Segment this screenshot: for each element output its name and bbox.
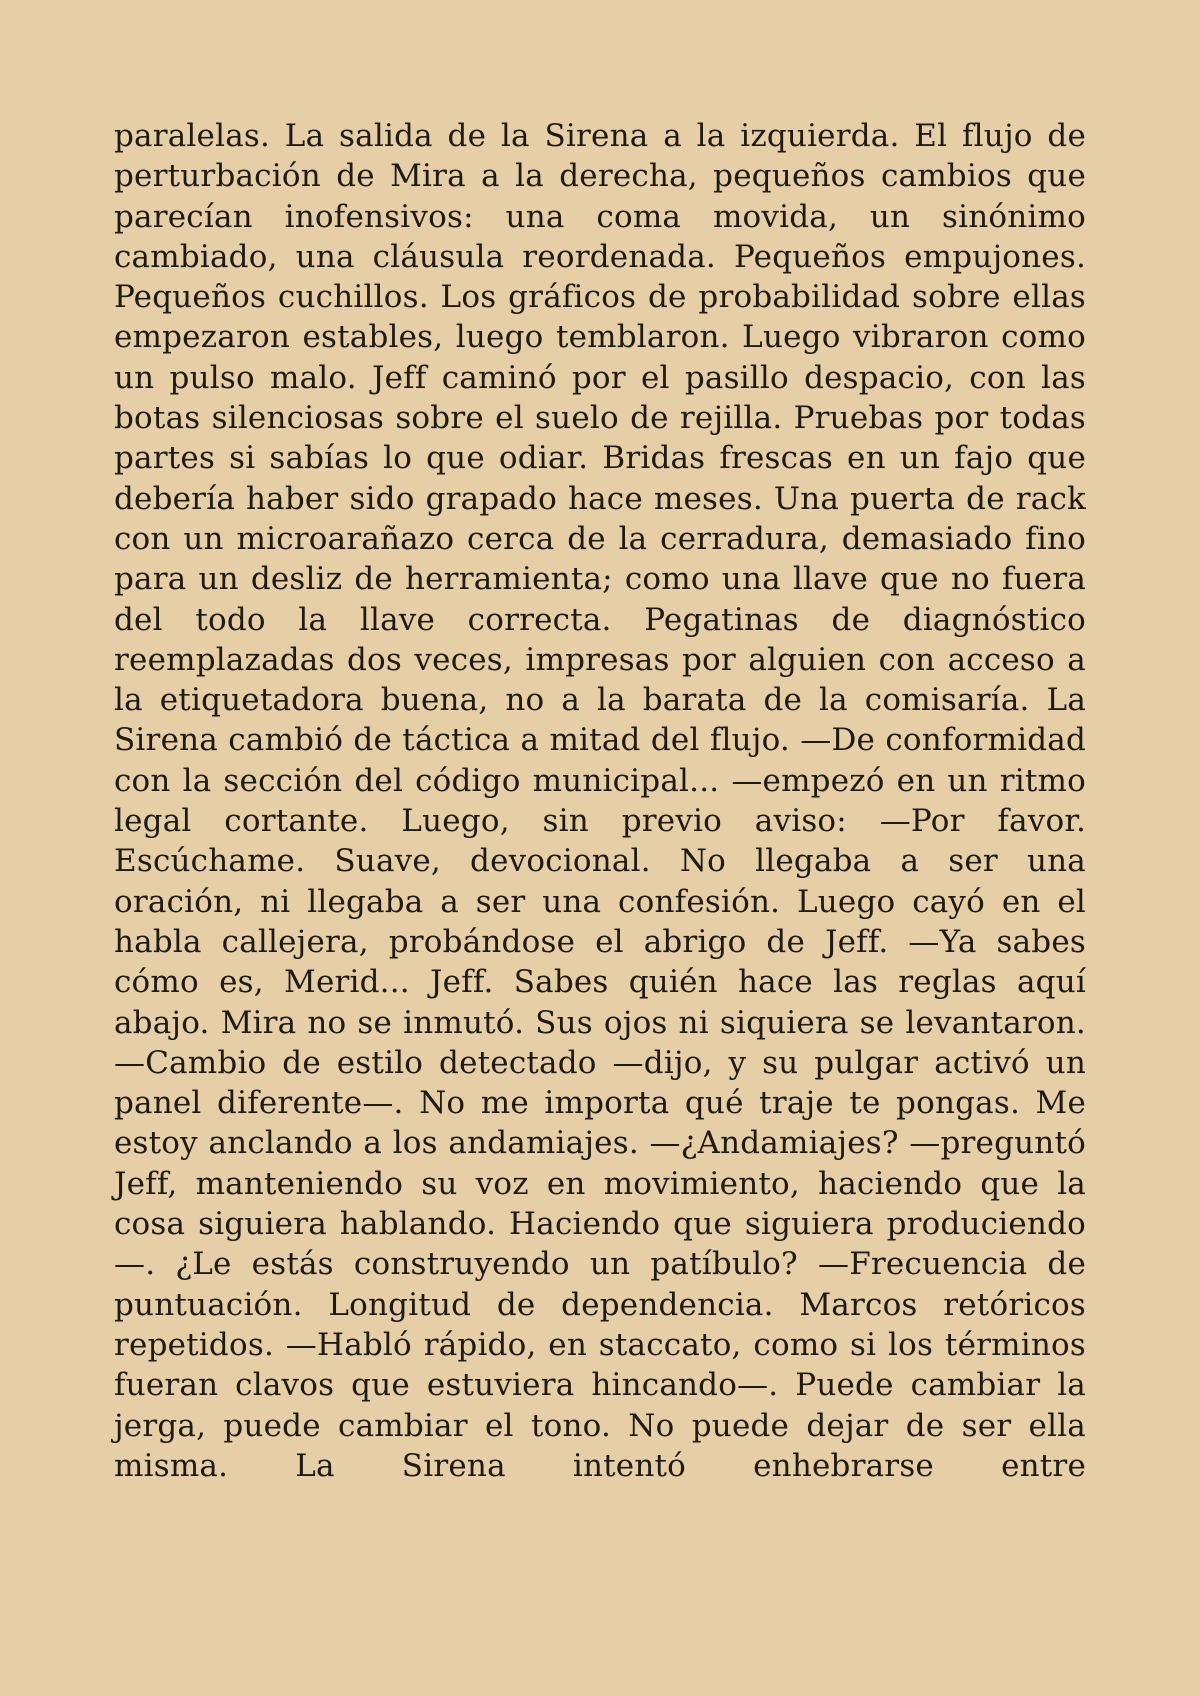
body-paragraph: paralelas. La salida de la Sirena a la izquierda. El flujo de perturbación de Mira a la derecha, pequeños cambios que parecían inofensivos: una coma movida, un sinónimo cambiado, una cláusula reordenada. Pequeños empujones. Pequeños cuchillos. Los gráficos de probabilidad sobre ellas empezaron estables, luego temblaron. Luego vibraron como un pulso malo. Jeff caminó por el pasillo despacio, con las botas silenciosas sobre el suelo de rejilla. Pruebas por todas partes si sabías lo que odiar. Bridas frescas en un fajo que debería haber sido grapado hace meses. Una puerta de rack con un microarañazo cerca de la cerradura, demasiado fino para un desliz de herramienta; como una llave que no fuera del todo la llave correcta. Pegatinas de diagnóstico reemplazadas dos veces, impresas por alguien con acceso a la etiquetadora buena, no a la barata de la comisaría. La Sirena cambió de táctica a mitad del flujo. —De conformidad con la sección del código municipal... —empezó en un ritmo legal cortante. Luego, sin previo aviso: —Por favor. Escúchame. Suave, devocional. No llegaba a ser una oración, ni llegaba a ser una confesión. Luego cayó en el habla callejera, probándose el abrigo de Jeff. —Ya sabes cómo es, Merid... Jeff. Sabes quién hace las reglas aquí abajo. Mira no se inmutó. Sus ojos ni siquiera se levantaron. —Cambio de estilo detectado —dijo, y su pulgar activó un panel diferente—. No me importa qué traje te pongas. Me estoy anclando a los andamiajes. —¿Andamiajes? —preguntó Jeff, manteniendo su voz en movimiento, haciendo que la cosa siguiera hablando. Haciendo que siguiera produciendo—. ¿Le estás construyendo un patíbulo? —Frecuencia de puntuación. Longitud de dependencia. Marcos retóricos repetidos. —Habló rápido, en staccato, como si los términos fueran clavos que estuviera hincando—. Puede cambiar la jerga, puede cambiar el tono. No puede dejar de ser ella misma. La Sirena intentó enhebrarse entre xyxy=(114,118,1086,1484)
book-page xyxy=(114,116,1086,1586)
